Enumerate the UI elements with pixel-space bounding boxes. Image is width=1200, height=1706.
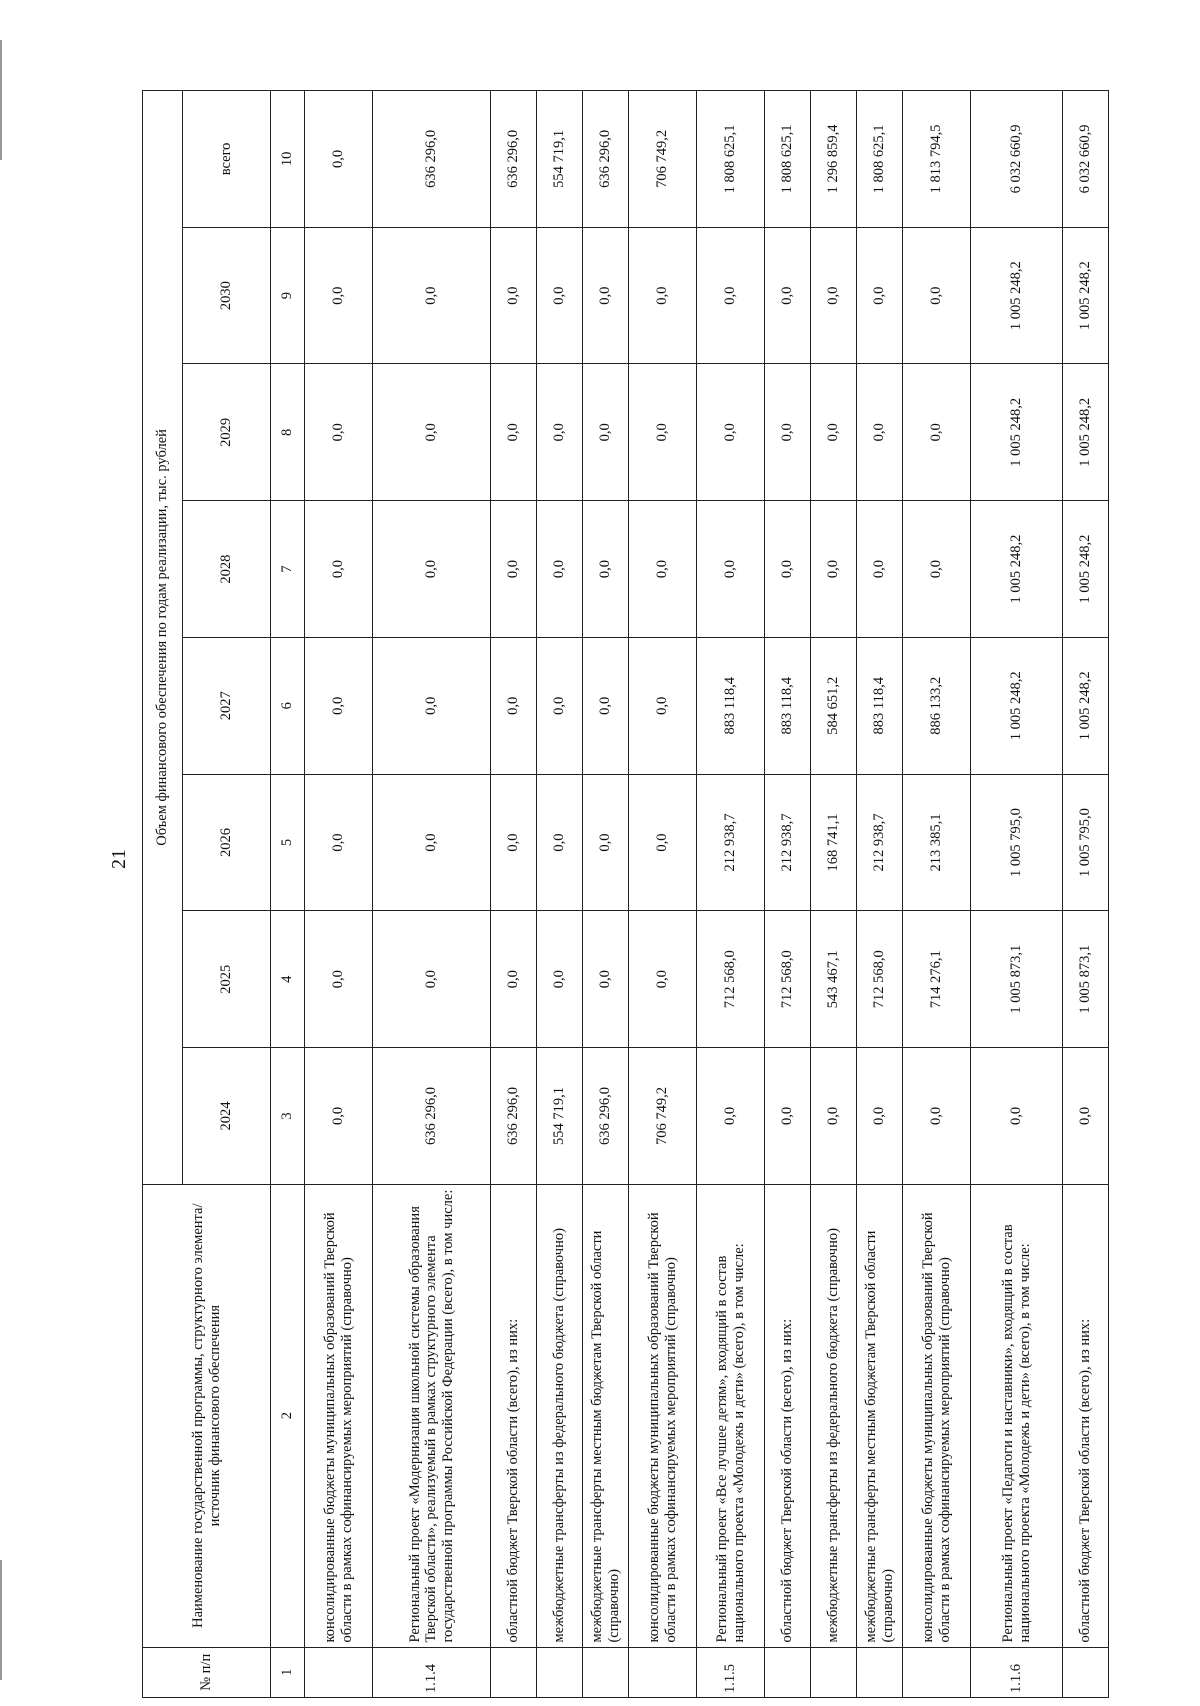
row-value: 0,0	[697, 1048, 765, 1185]
row-value: 0,0	[765, 1048, 811, 1185]
table-row	[903, 91, 971, 1698]
table-row	[765, 91, 811, 1698]
row-value: 0,0	[903, 227, 971, 364]
row-value: 0,0	[537, 501, 583, 638]
row-name: Региональный проект «Модернизация школьной системы образования Тверской области», реализуемый в рамках структурного элемента государственной программы Российской Федерации (всего), в том числе:	[373, 1184, 491, 1647]
row-name: межбюджетные трансферты из федерального бюджета (справочно)	[537, 1184, 583, 1647]
row-value: 0,0	[583, 911, 629, 1048]
row-value: 0,0	[491, 227, 537, 364]
row-value: 0,0	[305, 364, 373, 501]
row-value: 0,0	[811, 1048, 857, 1185]
row-value: 212 938,7	[765, 774, 811, 911]
row-name: Региональный проект «Педагоги и наставники», входящий в состав национального проекта «Молодежь и дети» (всего), в том числе:	[971, 1184, 1063, 1647]
row-value: 883 118,4	[697, 637, 765, 774]
row-total: 1 296 859,4	[811, 91, 857, 228]
row-number	[903, 1647, 971, 1697]
row-value: 712 568,0	[697, 911, 765, 1048]
header-year: 2027	[183, 637, 271, 774]
row-value: 1 005 248,2	[1063, 637, 1109, 774]
header-volume: Объем финансового обеспечения по годам реализации, тыс. рублей	[143, 91, 183, 1185]
rotated-page	[142, 90, 1102, 1698]
index-cell: 9	[271, 227, 305, 364]
row-total: 636 296,0	[373, 91, 491, 228]
index-cell: 7	[271, 501, 305, 638]
row-value: 212 938,7	[857, 774, 903, 911]
header-year: 2024	[183, 1048, 271, 1185]
row-total: 1 808 625,1	[857, 91, 903, 228]
table-row	[629, 91, 697, 1698]
row-value: 0,0	[857, 501, 903, 638]
row-value: 0,0	[811, 364, 857, 501]
index-cell: 1	[271, 1647, 305, 1697]
row-value: 0,0	[765, 364, 811, 501]
index-cell: 10	[271, 91, 305, 228]
row-value: 0,0	[903, 364, 971, 501]
index-cell: 4	[271, 911, 305, 1048]
header-year: 2026	[183, 774, 271, 911]
row-value: 0,0	[373, 364, 491, 501]
row-value: 1 005 248,2	[971, 227, 1063, 364]
row-value: 0,0	[629, 911, 697, 1048]
financing-table	[142, 90, 1109, 1698]
row-value: 0,0	[537, 364, 583, 501]
row-value: 0,0	[629, 637, 697, 774]
row-number	[765, 1647, 811, 1697]
row-name: консолидированные бюджеты муниципальных образований Тверской области в рамках софинансируемых мероприятий (справочно)	[305, 1184, 373, 1647]
row-number	[1063, 1647, 1109, 1697]
row-value: 714 276,1	[903, 911, 971, 1048]
row-value: 1 005 248,2	[1063, 364, 1109, 501]
row-value: 0,0	[857, 1048, 903, 1185]
row-value: 886 133,2	[903, 637, 971, 774]
row-value: 0,0	[491, 637, 537, 774]
table-row	[697, 91, 765, 1698]
row-value: 0,0	[857, 364, 903, 501]
row-name: областной бюджет Тверской области (всего), из них:	[1063, 1184, 1109, 1647]
row-value: 212 938,7	[697, 774, 765, 911]
header-year: 2025	[183, 911, 271, 1048]
index-row	[271, 91, 305, 1698]
row-value: 0,0	[903, 501, 971, 638]
table-row	[537, 91, 583, 1698]
row-value: 0,0	[373, 637, 491, 774]
row-value: 0,0	[583, 501, 629, 638]
row-name: Региональный проект «Все лучшее детям», входящий в состав национального проекта «Молодежь и дети» (всего), в том числе:	[697, 1184, 765, 1647]
row-number	[305, 1647, 373, 1697]
row-name: областной бюджет Тверской области (всего), из них:	[765, 1184, 811, 1647]
row-value: 1 005 248,2	[1063, 501, 1109, 638]
scan-edge-mark	[0, 1560, 2, 1680]
row-value: 0,0	[305, 911, 373, 1048]
row-value: 0,0	[305, 774, 373, 911]
header-name: Наименование государственной программы, структурного элемента/источник финансового обеспечения	[143, 1184, 271, 1647]
row-value: 0,0	[629, 774, 697, 911]
row-total: 6 032 660,9	[1063, 91, 1109, 228]
row-value: 0,0	[857, 227, 903, 364]
row-value: 1 005 873,1	[1063, 911, 1109, 1048]
row-value: 636 296,0	[373, 1048, 491, 1185]
row-name: консолидированные бюджеты муниципальных образований Тверской области в рамках софинансируемых мероприятий (справочно)	[903, 1184, 971, 1647]
row-number	[857, 1647, 903, 1697]
row-name: консолидированные бюджеты муниципальных образований Тверской области в рамках софинансируемых мероприятий (справочно)	[629, 1184, 697, 1647]
row-total: 554 719,1	[537, 91, 583, 228]
row-value: 0,0	[537, 227, 583, 364]
row-value: 0,0	[583, 364, 629, 501]
row-value: 0,0	[305, 227, 373, 364]
row-value: 543 467,1	[811, 911, 857, 1048]
row-value: 0,0	[1063, 1048, 1109, 1185]
row-value: 0,0	[537, 774, 583, 911]
row-value: 1 005 248,2	[971, 364, 1063, 501]
row-name: межбюджетные трансферты местным бюджетам Тверской области (справочно)	[583, 1184, 629, 1647]
row-value: 636 296,0	[583, 1048, 629, 1185]
row-value: 0,0	[373, 911, 491, 1048]
row-value: 712 568,0	[765, 911, 811, 1048]
table-row	[583, 91, 629, 1698]
row-value: 0,0	[373, 501, 491, 638]
row-number: 1.1.6	[971, 1647, 1063, 1697]
row-value: 0,0	[697, 227, 765, 364]
row-number	[537, 1647, 583, 1697]
scan-edge-mark	[0, 40, 2, 160]
table-row	[811, 91, 857, 1698]
row-number	[583, 1647, 629, 1697]
row-total: 0,0	[305, 91, 373, 228]
table-row	[857, 91, 903, 1698]
row-value: 1 005 248,2	[1063, 227, 1109, 364]
row-value: 636 296,0	[491, 1048, 537, 1185]
row-total: 1 813 794,5	[903, 91, 971, 228]
row-number	[629, 1647, 697, 1697]
header-year: 2028	[183, 501, 271, 638]
row-value: 0,0	[697, 364, 765, 501]
row-value: 0,0	[765, 227, 811, 364]
row-name: межбюджетные трансферты местным бюджетам Тверской области (справочно)	[857, 1184, 903, 1647]
page-number: 21	[108, 849, 130, 869]
header-year-total: всего	[183, 91, 271, 228]
index-cell: 6	[271, 637, 305, 774]
row-value: 0,0	[583, 637, 629, 774]
row-value: 1 005 248,2	[971, 501, 1063, 638]
row-total: 706 749,2	[629, 91, 697, 228]
header-year: 2029	[183, 364, 271, 501]
row-number: 1.1.5	[697, 1647, 765, 1697]
row-value: 0,0	[765, 501, 811, 638]
row-value: 1 005 795,0	[971, 774, 1063, 911]
row-value: 168 741,1	[811, 774, 857, 911]
row-value: 0,0	[305, 637, 373, 774]
row-total: 1 808 625,1	[765, 91, 811, 228]
index-cell: 3	[271, 1048, 305, 1185]
row-number: 1.1.4	[373, 1647, 491, 1697]
row-value: 213 385,1	[903, 774, 971, 911]
row-value: 0,0	[491, 774, 537, 911]
row-value: 0,0	[491, 911, 537, 1048]
header-year: 2030	[183, 227, 271, 364]
row-value: 1 005 795,0	[1063, 774, 1109, 911]
row-value: 0,0	[537, 911, 583, 1048]
row-total: 6 032 660,9	[971, 91, 1063, 228]
table-body	[305, 91, 1109, 1698]
row-value: 0,0	[903, 1048, 971, 1185]
row-value: 883 118,4	[765, 637, 811, 774]
row-value: 0,0	[629, 501, 697, 638]
index-cell: 5	[271, 774, 305, 911]
table-row	[491, 91, 537, 1698]
row-value: 0,0	[305, 1048, 373, 1185]
row-name: областной бюджет Тверской области (всего), из них:	[491, 1184, 537, 1647]
table-row	[305, 91, 373, 1698]
row-value: 0,0	[583, 774, 629, 911]
row-value: 883 118,4	[857, 637, 903, 774]
row-value: 1 005 873,1	[971, 911, 1063, 1048]
row-value: 0,0	[811, 227, 857, 364]
row-value: 0,0	[491, 501, 537, 638]
row-value: 0,0	[971, 1048, 1063, 1185]
row-value: 554 719,1	[537, 1048, 583, 1185]
row-total: 636 296,0	[583, 91, 629, 228]
table-row	[373, 91, 491, 1698]
row-value: 0,0	[373, 227, 491, 364]
row-total: 636 296,0	[491, 91, 537, 228]
row-value: 0,0	[697, 501, 765, 638]
row-value: 0,0	[373, 774, 491, 911]
row-value: 0,0	[537, 637, 583, 774]
row-number	[811, 1647, 857, 1697]
table-row	[971, 91, 1063, 1698]
row-number	[491, 1647, 537, 1697]
row-value: 0,0	[305, 501, 373, 638]
row-value: 706 749,2	[629, 1048, 697, 1185]
row-value: 712 568,0	[857, 911, 903, 1048]
row-value: 0,0	[629, 364, 697, 501]
table-row	[1063, 91, 1109, 1698]
index-cell: 8	[271, 364, 305, 501]
row-value: 584 651,2	[811, 637, 857, 774]
row-total: 1 808 625,1	[697, 91, 765, 228]
row-value: 0,0	[583, 227, 629, 364]
row-name: межбюджетные трансферты из федерального бюджета (справочно)	[811, 1184, 857, 1647]
row-value: 0,0	[491, 364, 537, 501]
index-cell: 2	[271, 1184, 305, 1647]
row-value: 0,0	[811, 501, 857, 638]
row-value: 1 005 248,2	[971, 637, 1063, 774]
row-value: 0,0	[629, 227, 697, 364]
header-num: № п/п	[143, 1647, 271, 1697]
